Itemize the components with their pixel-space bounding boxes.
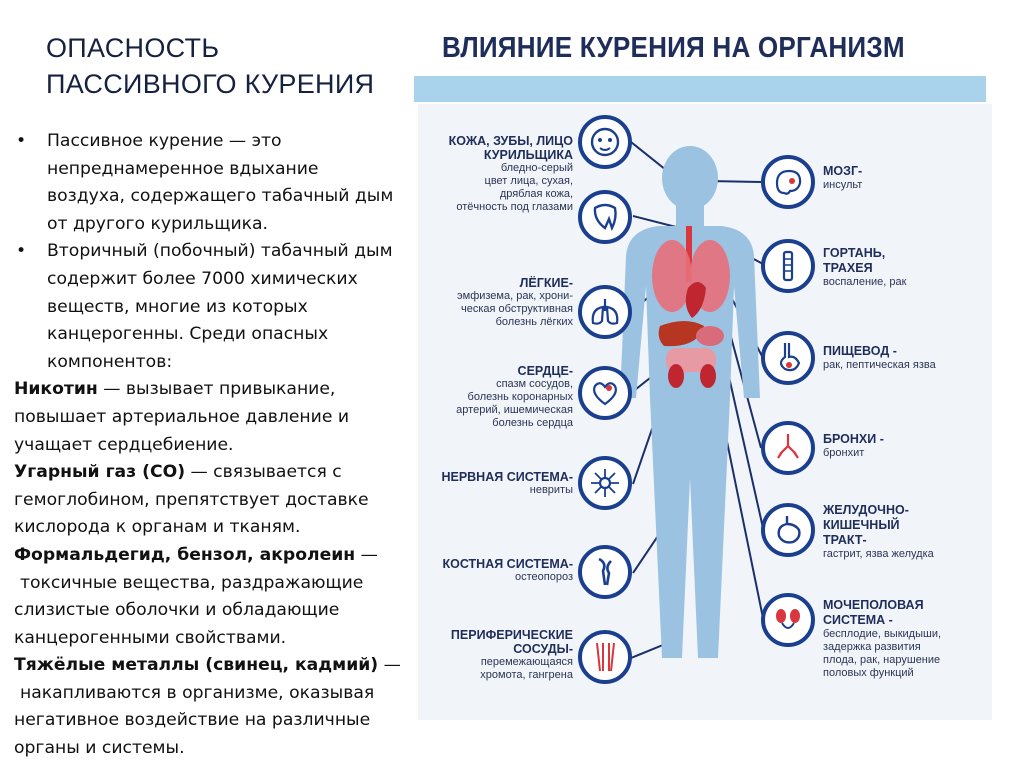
larynx-icon — [761, 239, 815, 293]
component-nicotine — [14, 376, 419, 459]
label-desc-line: невриты — [529, 484, 573, 496]
label-desc-line: бронхит — [823, 447, 865, 459]
bullet-item — [14, 128, 419, 238]
heart-icon — [578, 366, 632, 420]
component-line: накапливаются в организме, оказывая — [20, 682, 375, 703]
label-peripheral-vessels — [428, 628, 573, 682]
label-desc-line: остеопороз — [515, 571, 573, 583]
label-title-line: МОЧЕПОЛОВАЯ — [823, 598, 924, 612]
label-gi-tract — [823, 503, 983, 561]
legs-vessels-icon — [578, 630, 632, 684]
body-silhouette — [620, 146, 760, 658]
stomach-icon — [761, 503, 815, 557]
lungs-icon — [578, 285, 632, 339]
component-line: кислорода к органам и тканям. — [14, 517, 301, 538]
component-term: Угарный газ (СО) — [14, 462, 186, 483]
bullet-line: канцерогенны. Среди опасных — [47, 324, 329, 345]
component-line: органы и системы. — [14, 738, 185, 759]
slide-title-line-2: ПАССИВНОГО КУРЕНИЯ — [46, 69, 375, 99]
label-title-line: КОСТНАЯ СИСТЕМА- — [442, 557, 573, 571]
label-desc-line: воспаление, рак — [823, 276, 907, 288]
kidneys-icon — [761, 593, 815, 647]
bullet-line: компонентов: — [47, 351, 173, 372]
component-term: Никотин — [14, 379, 98, 400]
bullet-item — [14, 238, 419, 376]
label-desc-line: задержка развития — [823, 641, 921, 653]
component-heavy-metals — [14, 652, 419, 762]
label-bone-system — [428, 557, 573, 584]
label-esophagus — [823, 344, 983, 372]
label-desc-line: ческая обструктивная — [461, 303, 573, 315]
label-title-line: КУРИЛЬЩИКА — [483, 148, 573, 162]
bone-icon — [578, 545, 632, 599]
bullet-symbol: • — [16, 241, 27, 262]
label-desc-line: эмфизема, рак, хрони- — [457, 290, 573, 302]
label-desc-line: спазм сосудов, — [496, 378, 573, 390]
label-desc-line: гастрит, язва желудка — [823, 548, 934, 560]
bullet-line: содержит более 7000 химических — [47, 268, 358, 289]
label-brain — [823, 164, 983, 192]
label-title-line: СОСУДЫ- — [513, 642, 573, 656]
label-title-line: КОЖА, ЗУБЫ, ЛИЦО — [448, 134, 573, 148]
label-title-line: СЕРДЦЕ- — [517, 364, 573, 378]
bullet-line: непреднамеренное вдыхание — [47, 158, 319, 179]
label-title-line: НЕРВНАЯ СИСТЕМА- — [441, 470, 573, 484]
label-desc-line: артерий, ишемическая — [456, 404, 573, 416]
label-skin-teeth-face — [428, 134, 573, 214]
slide-title — [46, 30, 416, 102]
label-larynx-trachea — [823, 246, 983, 289]
component-line: токсичные вещества, раздражающие — [20, 572, 364, 593]
label-desc-line: хромота, гангрена — [480, 669, 573, 681]
brain-icon — [761, 155, 815, 209]
label-desc-line: дряблая кожа, — [499, 188, 573, 200]
slide-body-text — [14, 128, 419, 763]
component-line: гемоглобином, препятствует доставке — [14, 489, 369, 510]
bronchi-icon — [761, 421, 815, 475]
component-line: повышает артериальное давление и — [14, 406, 350, 427]
label-desc-line: болезнь сердца — [492, 417, 573, 429]
label-nervous-system — [428, 470, 573, 497]
bullet-symbol: • — [16, 131, 27, 151]
component-line: негативное воздействие на различные — [14, 710, 371, 731]
component-formaldehyde — [14, 542, 419, 652]
label-lungs — [428, 276, 573, 329]
label-desc-line: плода, рак, нарушение — [823, 654, 941, 666]
component-line: учащает сердцебиение. — [14, 434, 234, 455]
label-urogenital-system — [823, 598, 983, 680]
label-desc-line: бледно-серый — [500, 162, 573, 174]
label-desc-line: рак, пептическая язва — [823, 359, 936, 371]
smoking-effects-infographic — [418, 18, 992, 720]
label-title-line: ЛЁГКИЕ- — [519, 276, 573, 290]
label-desc-line: инсульт — [823, 179, 863, 191]
slide-title-line-1: ОПАСНОСТЬ — [46, 33, 220, 63]
label-desc-line: цвет лица, сухая, — [484, 175, 573, 187]
label-title-line: ПЕРИФЕРИЧЕСКИЕ — [450, 628, 573, 642]
label-title-line: КИШЕЧНЫЙ — [823, 518, 900, 532]
label-title-line: ТРАКТ- — [823, 533, 867, 547]
infographic-title: ВЛИЯНИЕ КУРЕНИЯ НА ОРГАНИЗМ — [442, 32, 905, 64]
component-line: слизистые оболочки и обладающие — [14, 600, 340, 621]
label-title-line: ПИЩЕВОД - — [823, 344, 897, 358]
label-title-line: ГОРТАНЬ, — [823, 246, 886, 260]
component-term: Формальдегид, бензол, акролеин — [14, 544, 356, 565]
bullet-line: Пассивное курение — это — [47, 131, 282, 151]
label-bronchi — [823, 432, 983, 460]
face-icon — [578, 115, 632, 169]
label-title-line: ТРАХЕЯ — [823, 261, 873, 275]
bullet-line: воздуха, содержащего табачный дым — [47, 186, 394, 207]
label-desc-line: бесплодие, выкидыши, — [823, 628, 942, 640]
nerve-icon — [578, 456, 632, 510]
bullet-line: Вторичный (побочный) табачный дым — [47, 241, 393, 262]
label-heart — [428, 364, 573, 430]
component-text: — вызывает привыкание, — [97, 379, 336, 400]
label-desc-line: перемежающаяся — [480, 656, 573, 668]
label-title-line: ЖЕЛУДОЧНО- — [823, 503, 909, 517]
label-desc-line: половых функций — [823, 667, 914, 679]
component-term: Тяжёлые металлы (свинец, кадмий) — [14, 655, 379, 676]
component-carbon-monoxide — [14, 459, 419, 542]
label-title-line: МОЗГ- — [823, 164, 863, 178]
label-desc-line: отёчность под глазами — [456, 201, 573, 213]
component-text: — — [355, 544, 378, 565]
bullet-line: веществ, многие из которых — [47, 296, 308, 317]
label-title-line: СИСТЕМА - — [823, 613, 893, 627]
component-line: канцерогенными свойствами. — [14, 627, 287, 648]
tooth-icon — [578, 190, 632, 244]
component-text: — — [378, 655, 401, 676]
esophagus-icon — [761, 331, 815, 385]
label-desc-line: болезнь коронарных — [467, 391, 573, 403]
label-desc-line: болезнь лёгких — [495, 316, 573, 328]
component-text: — связывается с — [185, 462, 342, 483]
label-title-line: БРОНХИ - — [823, 432, 884, 446]
bullet-line: от другого курильщика. — [47, 213, 268, 234]
